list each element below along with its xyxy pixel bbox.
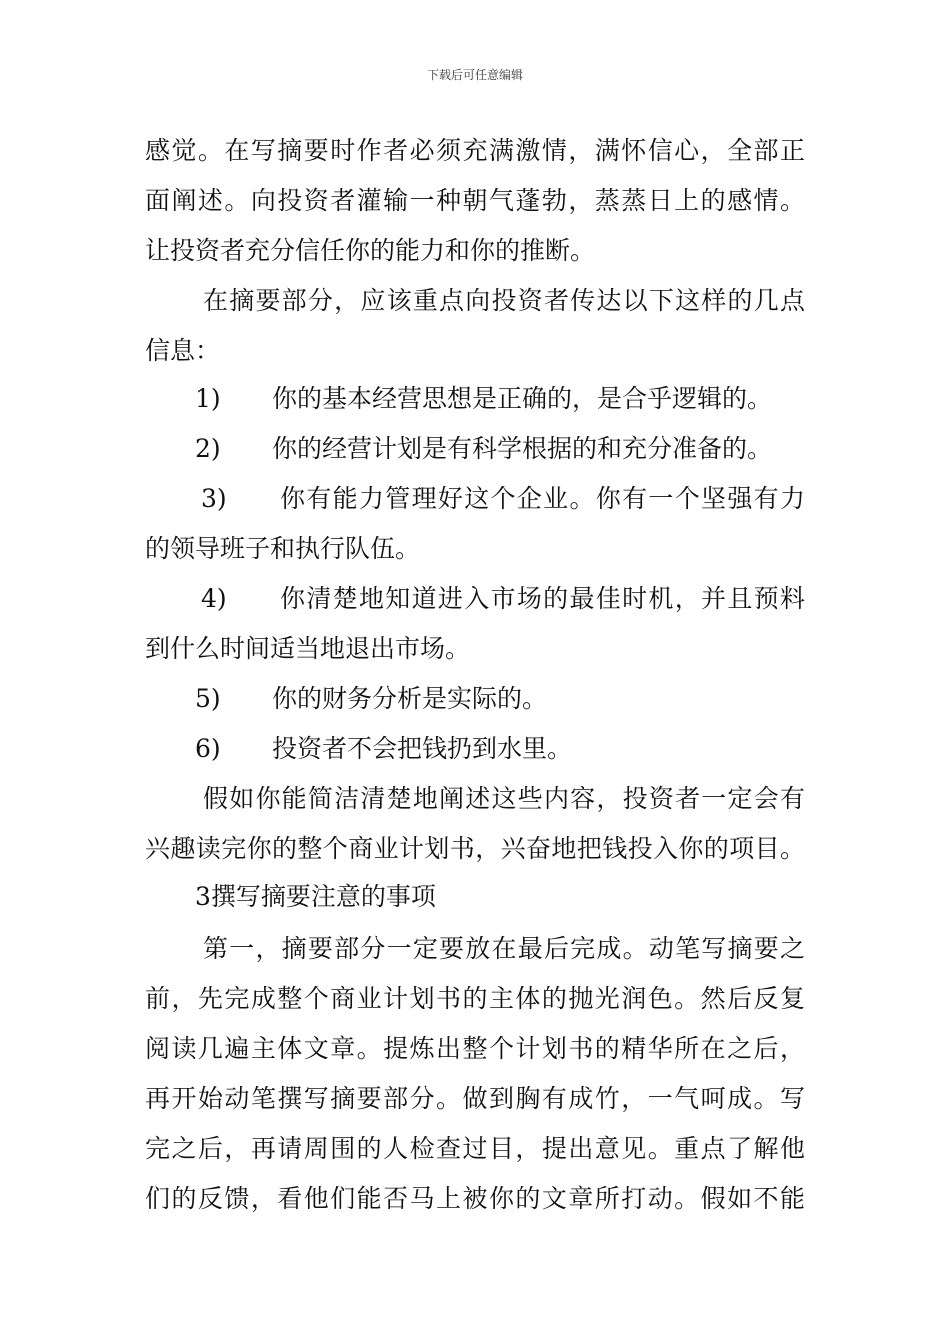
list-item-number: 5)	[195, 684, 221, 713]
body-line: 信息：	[145, 336, 221, 365]
list-item-number: 6)	[195, 734, 221, 763]
list-item-number: 4)	[201, 584, 227, 613]
body-line: 们的反馈，看他们能否马上被你的文章所打动。假如不能	[145, 1184, 805, 1213]
body-line: 再开始动笔撰写摘要部分。做到胸有成竹，一气呵成。写	[145, 1084, 805, 1113]
body-line: 面阐述。向投资者灌输一种朝气蓬勃，蒸蒸日上的感情。	[145, 186, 805, 215]
list-item-continuation: 的领导班子和执行队伍。	[145, 534, 421, 563]
list-item-text: 你的财务分析是实际的。	[272, 684, 548, 713]
body-line: 完之后，再请周围的人检查过目，提出意见。重点了解他	[145, 1134, 805, 1163]
body-line: 阅读几遍主体文章。提炼出整个计划书的精华所在之后，	[145, 1034, 805, 1063]
list-item-continuation: 到什么时间适当地退出市场。	[145, 634, 471, 663]
page-header: 下载后可任意编辑	[426, 68, 523, 82]
section-heading: 3撰写摘要注意的事项	[195, 882, 436, 911]
body-line: 前，先完成整个商业计划书的主体的抛光润色。然后反复	[145, 984, 805, 1013]
list-item-number: 1)	[195, 384, 221, 413]
list-item-text: 你清楚地知道进入市场的最佳时机，并且预料	[280, 584, 805, 613]
body-line: 感觉。在写摘要时作者必须充满激情，满怀信心，全部正	[145, 136, 805, 165]
paragraph-first-line: 第一，摘要部分一定要放在最后完成。动笔写摘要之	[203, 934, 805, 963]
list-item-text: 你的基本经营思想是正确的，是合乎逻辑的。	[272, 384, 773, 413]
list-item-number: 3)	[201, 484, 227, 513]
paragraph-first-line: 假如你能简洁清楚地阐述这些内容，投资者一定会有	[203, 784, 805, 813]
paragraph-first-line: 在摘要部分，应该重点向投资者传达以下这样的几点	[203, 286, 805, 315]
list-item-text: 你的经营计划是有科学根据的和充分准备的。	[272, 434, 773, 463]
list-item-text: 投资者不会把钱扔到水里。	[272, 734, 573, 763]
body-line: 兴趣读完你的整个商业计划书，兴奋地把钱投入你的项目。	[145, 834, 805, 863]
list-item-number: 2)	[195, 434, 221, 463]
list-item-text: 你有能力管理好这个企业。你有一个坚强有力	[280, 484, 805, 513]
body-line: 让投资者充分信任你的能力和你的推断。	[145, 236, 596, 265]
